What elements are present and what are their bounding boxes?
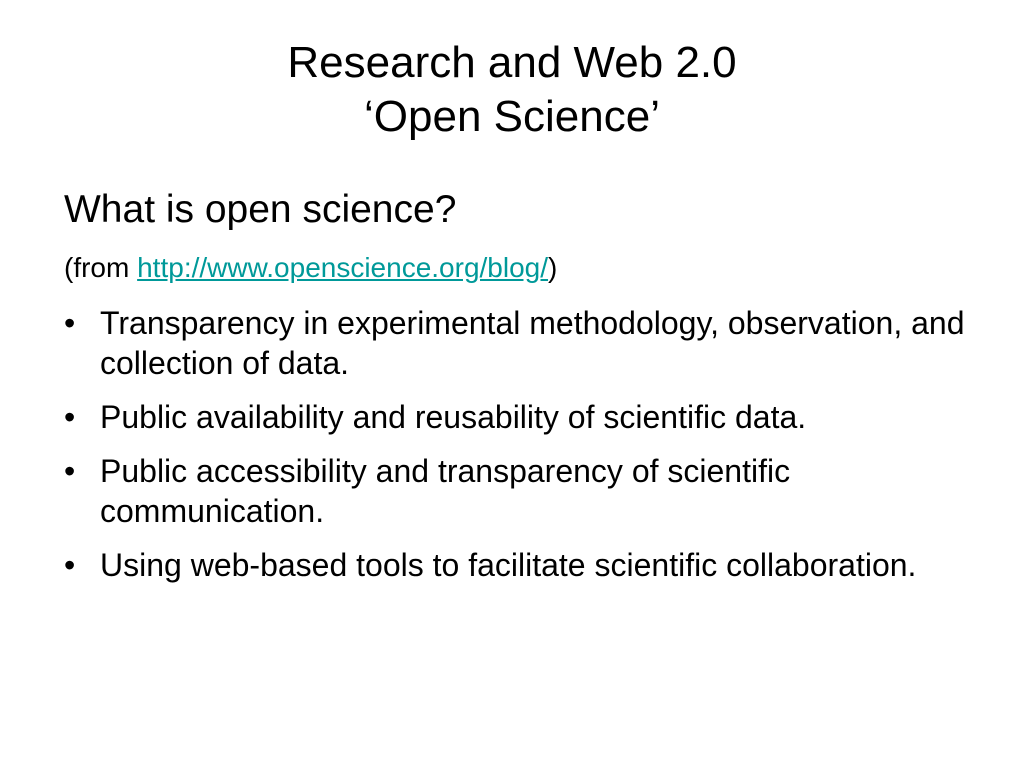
bullet-item bbox=[64, 397, 984, 437]
slide-title bbox=[0, 36, 1024, 144]
source-link[interactable]: http://www.openscience.org/blog/ bbox=[137, 252, 549, 283]
source-citation bbox=[64, 250, 557, 286]
title-line-main: Research and Web 2.0 bbox=[287, 38, 737, 87]
bullet-point-icon: • bbox=[64, 305, 76, 341]
bullet-point-icon: • bbox=[64, 399, 76, 435]
section-heading: What is open science? bbox=[64, 188, 457, 231]
source-suffix: ) bbox=[548, 252, 558, 283]
source-prefix: (from bbox=[64, 252, 138, 283]
bullet-item bbox=[64, 303, 984, 383]
bullet-text: Public availability and reusability of scientific data. bbox=[100, 399, 807, 435]
bullet-item bbox=[64, 545, 984, 585]
bullet-text: Public accessibility and transparency of scientific communication. bbox=[100, 453, 791, 529]
bullet-item bbox=[64, 451, 984, 531]
bullet-point-icon: • bbox=[64, 453, 76, 489]
title-line-sub: ‘Open Science’ bbox=[364, 92, 660, 141]
bullet-point-icon: • bbox=[64, 547, 76, 583]
bullet-text: Transparency in experimental methodology, observation, and collection of data. bbox=[100, 305, 965, 381]
bullet-list bbox=[64, 303, 984, 599]
bullet-text: Using web-based tools to facilitate scientific collaboration. bbox=[100, 547, 917, 583]
